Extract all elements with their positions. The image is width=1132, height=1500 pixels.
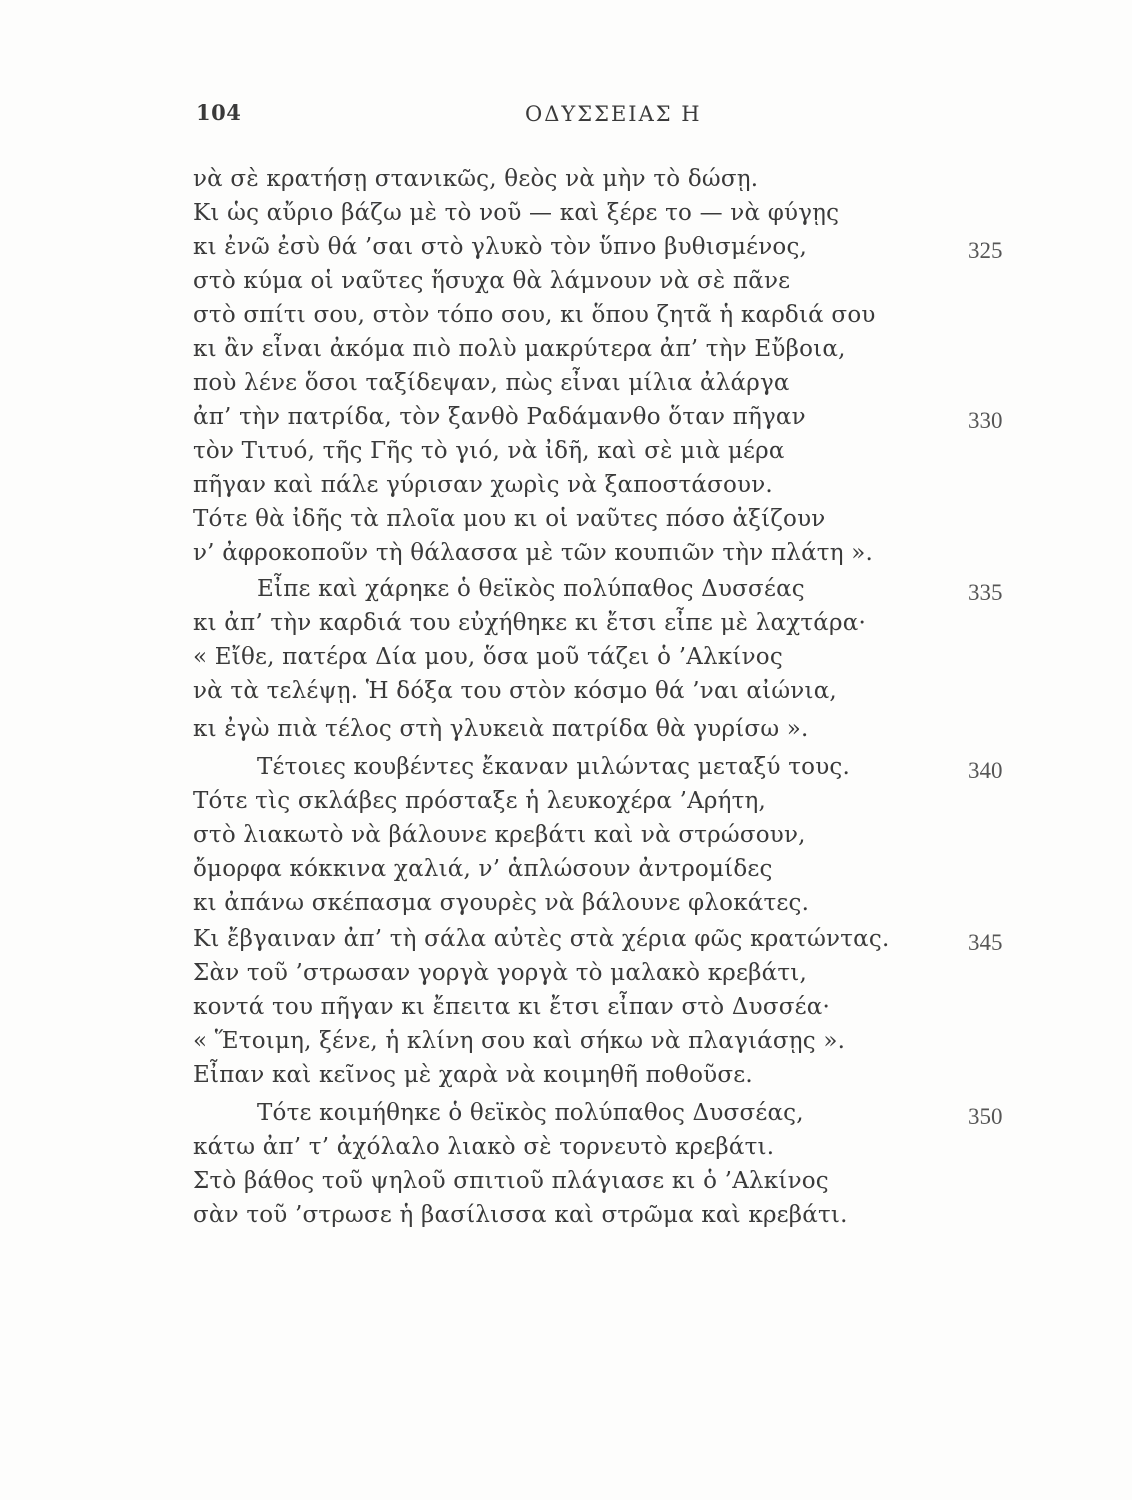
verse-line: [0, 370, 1132, 403]
verse-text: ὄμορφα κόκκινα χαλιά, ν’ ἁπλώσουν ἀντρομίδες: [193, 856, 773, 882]
verse-line: [0, 166, 1132, 199]
verse-text: Τότε θὰ ἰδῆς τὰ πλοῖα μου κι οἱ ναῦτες πόσο ἀξίζουν: [193, 506, 826, 532]
verse-text: ν’ ἀφροκοποῦν τὴ θάλασσα μὲ τῶν κουπιῶν τὴν πλάτη ».: [193, 540, 873, 566]
verse-line: [0, 1202, 1132, 1235]
verse-line: [0, 678, 1132, 711]
verse-text: Σὰν τοῦ ’στρωσαν γοργὰ γοργὰ τὸ μαλακὸ κρεβάτι,: [193, 960, 807, 986]
verse-text: Τότε κοιμήθηκε ὁ θεϊκὸς πολύπαθος Δυσσέας,: [257, 1100, 804, 1126]
verse-line: [0, 644, 1132, 677]
verse-number: 345: [968, 930, 1003, 955]
verse-line: [0, 268, 1132, 301]
verse-text: κοντά του πῆγαν κι ἔπειτα κι ἔτσι εἶπαν στὸ Δυσσέα·: [193, 994, 830, 1020]
verse-line: [0, 438, 1132, 471]
verse-line: [0, 610, 1132, 643]
verse-text: κάτω ἀπ’ τ’ ἀχόλαλο λιακὸ σὲ τορνευτὸ κρεβάτι.: [193, 1134, 775, 1160]
verse-text: ἀπ’ τὴν πατρίδα, τὸν ξανθὸ Ραδάμανθο ὅταν πῆγαν: [193, 404, 806, 430]
verse-line: [0, 1028, 1132, 1061]
verse-line: [0, 856, 1132, 889]
verse-text: « Εἴθε, πατέρα Δία μου, ὅσα μοῦ τάζει ὁ ’Αλκίνος: [193, 644, 783, 670]
verse-text: Κι ὡς αὔριο βάζω μὲ τὸ νοῦ — καὶ ξέρε το — νὰ φύγῃς: [193, 200, 840, 226]
verse-text: πῆγαν καὶ πάλε γύρισαν χωρὶς νὰ ξαποστάσουν.: [193, 472, 773, 498]
verse-line: [0, 716, 1132, 749]
verse-line: [0, 506, 1132, 539]
verse-text: νὰ σὲ κρατήσῃ στανικῶς, θεὸς νὰ μὴν τὸ δώσῃ.: [193, 166, 759, 192]
verse-text: ποὺ λένε ὅσοι ταξίδεψαν, πὼς εἶναι μίλια ἀλάργα: [193, 370, 790, 396]
verse-text: Εἶπαν καὶ κεῖνος μὲ χαρὰ νὰ κοιμηθῆ ποθοῦσε.: [193, 1062, 753, 1088]
verse-line: [0, 336, 1132, 369]
verse-number: 340: [968, 758, 1003, 783]
verse-line: [0, 404, 1132, 437]
verse-line: [0, 926, 1132, 959]
verse-text: στὸ λιακωτὸ νὰ βάλουνε κρεβάτι καὶ νὰ στρώσουν,: [193, 822, 806, 848]
verse-text: Εἶπε καὶ χάρηκε ὁ θεϊκὸς πολύπαθος Δυσσέας: [257, 576, 805, 602]
verse-text: Τότε τὶς σκλάβες πρόσταξε ἡ λευκοχέρα ’Αρήτη,: [193, 788, 767, 814]
verse-number: 350: [968, 1104, 1003, 1129]
book-title: ΟΔΥΣΣΕΙΑΣ Η: [525, 102, 702, 126]
verse-line: [0, 472, 1132, 505]
verse-line: [0, 822, 1132, 855]
verse-line: [0, 994, 1132, 1027]
verse-line: [0, 200, 1132, 233]
verse-text: Τέτοιες κουβέντες ἔκαναν μιλώντας μεταξύ τους.: [257, 754, 850, 780]
verse-text: νὰ τὰ τελέψῃ. Ἡ δόξα του στὸν κόσμο θά ’ναι αἰώνια,: [193, 678, 837, 704]
verse-line: [0, 540, 1132, 573]
verse-line: [0, 1168, 1132, 1201]
verse-number: 335: [968, 580, 1003, 605]
page-number: 104: [196, 100, 242, 125]
running-head: [0, 100, 1132, 130]
verse-text: στὸ κύμα οἱ ναῦτες ἥσυχα θὰ λάμνουν νὰ σὲ πᾶνε: [193, 268, 791, 294]
verse-text: Στὸ βάθος τοῦ ψηλοῦ σπιτιοῦ πλάγιασε κι ὁ ’Αλκίνος: [193, 1168, 829, 1194]
verse-text: κι ἐγὼ πιὰ τέλος στὴ γλυκειὰ πατρίδα θὰ γυρίσω ».: [193, 716, 809, 742]
verse-text: κι ἀπ’ τὴν καρδιά του εὐχήθηκε κι ἔτσι εἶπε μὲ λαχτάρα·: [193, 610, 866, 636]
verse-text: κι ἐνῶ ἐσὺ θά ’σαι στὸ γλυκὸ τὸν ὕπνο βυθισμένος,: [193, 234, 808, 260]
verse-line: [0, 754, 1132, 787]
verse-text: « Ἕτοιμη, ξένε, ἡ κλίνη σου καὶ σήκω νὰ πλαγιάσῃς ».: [193, 1028, 846, 1054]
verse-text: κι ἀπάνω σκέπασμα σγουρὲς νὰ βάλουνε φλοκάτες.: [193, 890, 810, 916]
verse-line: [0, 234, 1132, 267]
verse-line: [0, 576, 1132, 609]
verse-line: [0, 960, 1132, 993]
verse-text: κι ἂν εἶναι ἀκόμα πιὸ πολὺ μακρύτερα ἀπ’ τὴν Εὔβοια,: [193, 336, 846, 362]
verse-text: στὸ σπίτι σου, στὸν τόπο σου, κι ὅπου ζητᾶ ἡ καρδιά σου: [193, 302, 876, 328]
verse-text: τὸν Τιτυό, τῆς Γῆς τὸ γιό, νὰ ἰδῆ, καὶ σὲ μιὰ μέρα: [193, 438, 785, 464]
verse-text: σὰν τοῦ ’στρωσε ἡ βασίλισσα καὶ στρῶμα καὶ κρεβάτι.: [193, 1202, 848, 1228]
verse-line: [0, 788, 1132, 821]
verse-line: [0, 302, 1132, 335]
verse-number: 330: [968, 408, 1003, 433]
verse-text: Κι ἔβγαιναν ἀπ’ τὴ σάλα αὐτὲς στὰ χέρια φῶς κρατώντας.: [193, 926, 890, 952]
verse-line: [0, 1134, 1132, 1167]
verse-line: [0, 1062, 1132, 1095]
verse-line: [0, 1100, 1132, 1133]
verse-line: [0, 890, 1132, 923]
verse-number: 325: [968, 238, 1003, 263]
